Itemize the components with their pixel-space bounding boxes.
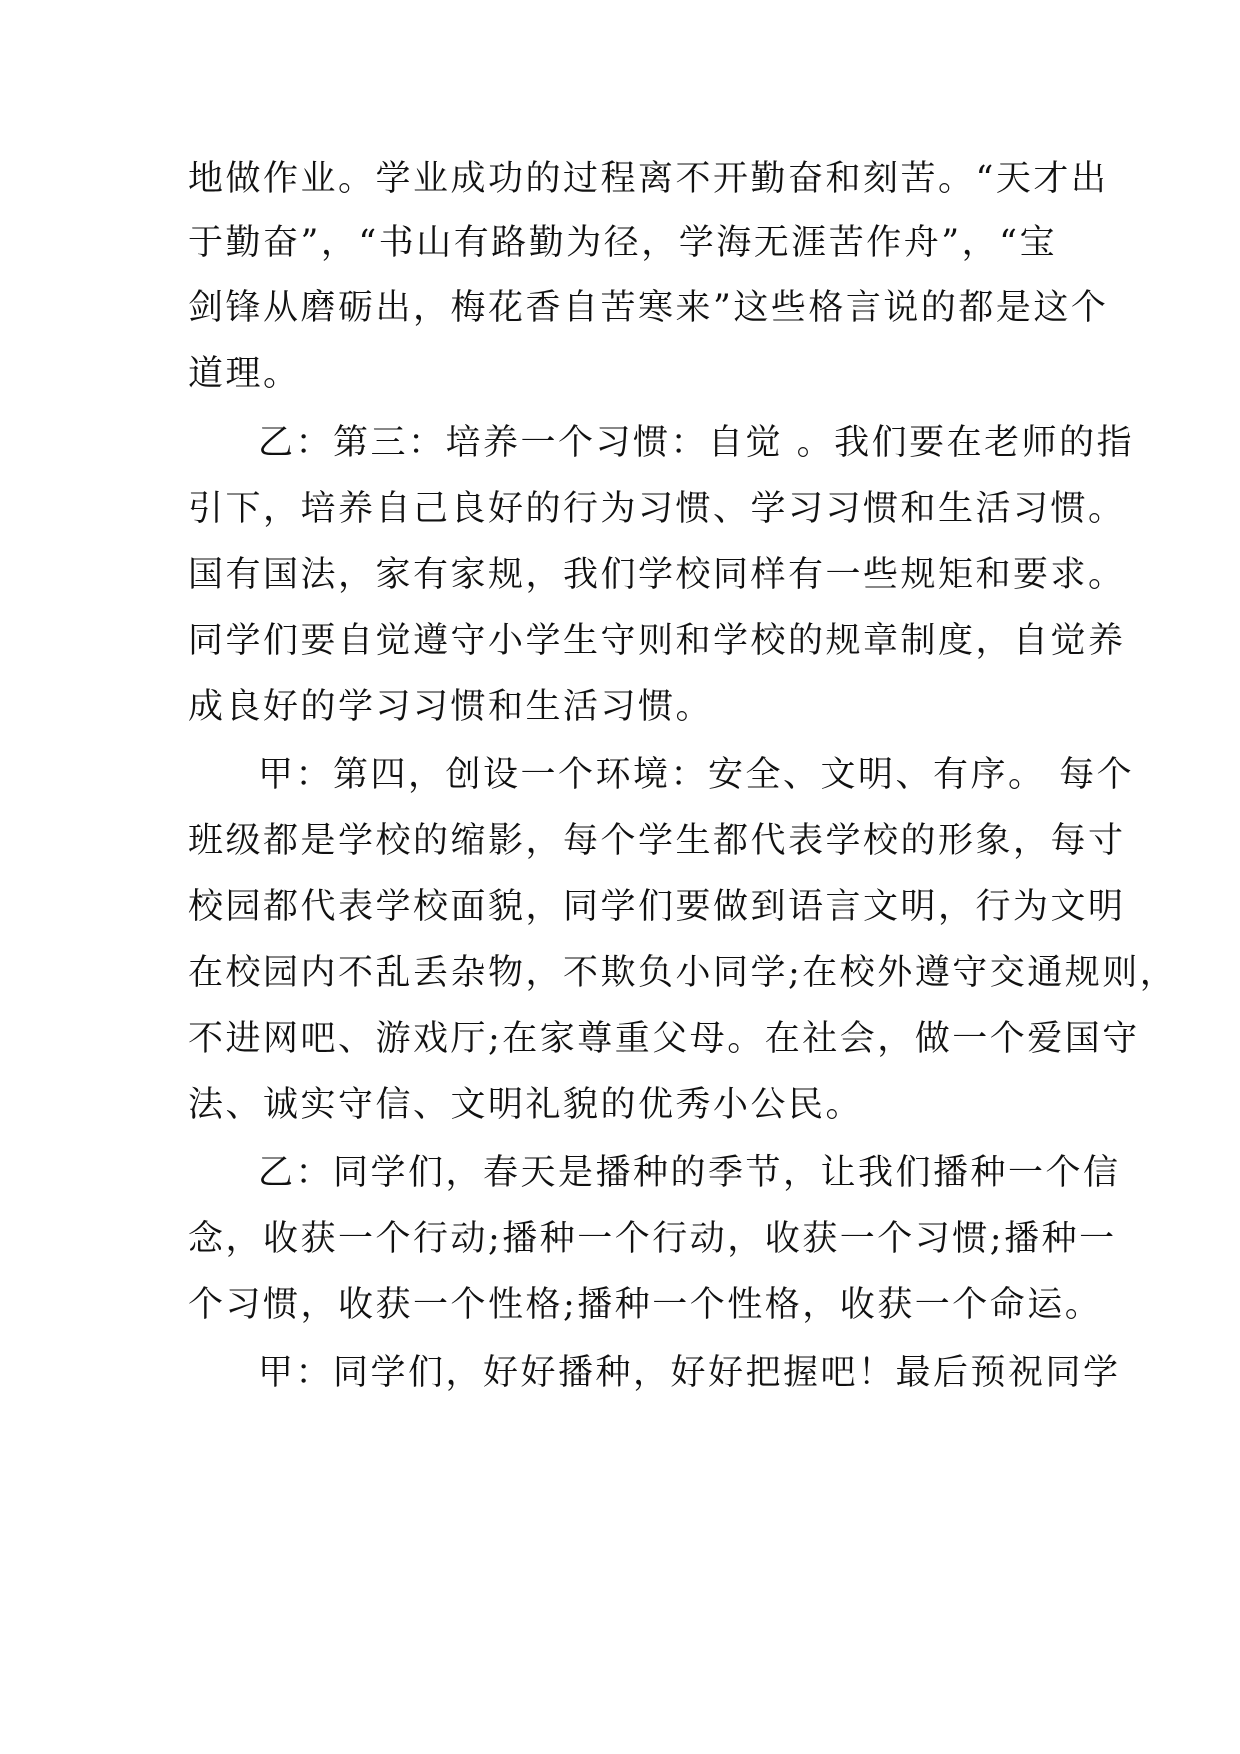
text-line: 不进网吧、游戏厅;在家尊重父母。在社会，做一个爱国守 (188, 1019, 1140, 1059)
paragraph-start-line: 乙：同学们，春天是播种的季节，让我们播种一个信 (258, 1153, 1121, 1193)
text-line: 成良好的学习习惯和生活习惯。 (188, 687, 714, 727)
text-line: 个习惯，收获一个性格;播种一个性格，收获一个命运。 (188, 1285, 1103, 1325)
text-line: 地做作业。学业成功的过程离不开勤奋和刻苦。“天才出 (188, 159, 1109, 199)
text-line: 道理。 (188, 354, 301, 394)
paragraph-start-line: 甲：第四，创设一个环境：安全、文明、有序。 每个 (258, 755, 1135, 795)
text-line: 法、诚实守信、文明礼貌的优秀小公民。 (188, 1085, 864, 1125)
text-line: 班级都是学校的缩影，每个学生都代表学校的形象，每寸 (188, 821, 1126, 861)
text-line: 在校园内不乱丢杂物，不欺负小同学;在校外遵守交通规则， (188, 953, 1178, 993)
paragraph-start-line: 乙：第三：培养一个习惯：自觉 。我们要在老师的指 (258, 423, 1135, 463)
text-line: 引下，培养自己良好的行为习惯、学习习惯和生活习惯。 (188, 489, 1126, 529)
text-line: 剑锋从磨砺出，梅花香自苦寒来”这些格言说的都是这个 (188, 288, 1109, 328)
text-line: 同学们要自觉遵守小学生守则和学校的规章制度，自觉养 (188, 621, 1126, 661)
text-line: 于勤奋”，“书山有路勤为径，学海无涯苦作舟”，“宝 (188, 223, 1058, 263)
text-line: 校园都代表学校面貌，同学们要做到语言文明，行为文明 (188, 887, 1126, 927)
text-line: 国有国法，家有家规，我们学校同样有一些规矩和要求。 (188, 555, 1126, 595)
text-line: 念，收获一个行动;播种一个行动，收获一个习惯;播种一 (188, 1219, 1117, 1259)
paragraph-start-line: 甲：同学们，好好播种，好好把握吧！最后预祝同学 (258, 1353, 1121, 1393)
